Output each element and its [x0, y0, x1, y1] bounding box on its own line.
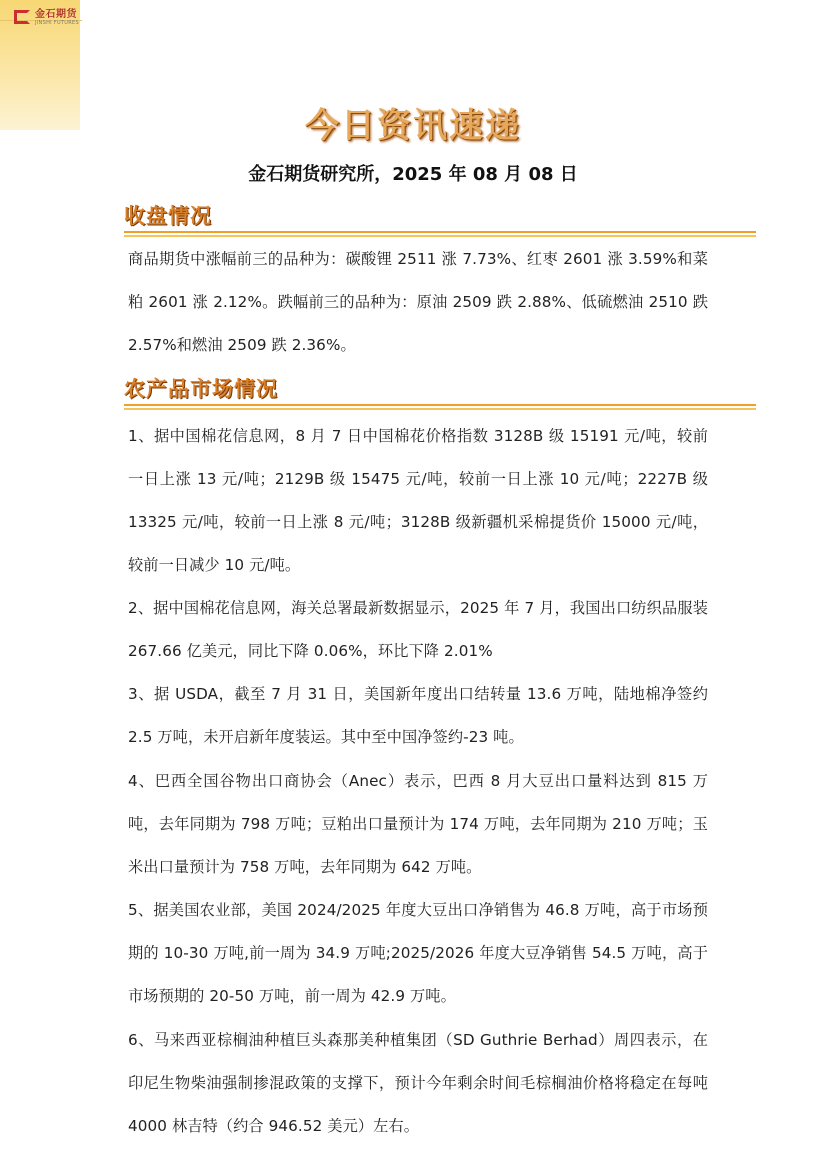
logo-name: 金石期货 [35, 9, 77, 20]
news-item-4: 4、巴西全国谷物出口商协会（Anec）表示，巴西 8 月大豆出口量料达到 815 万吨，去年同期为 798 万吨；豆粕出口量预计为 174 万吨，去年同期为 210 万吨；玉米出口量预计为 758 万吨，去年同期为 642 万吨。 [128, 772, 708, 876]
news-item-3: 3、据 USDA，截至 7 月 31 日，美国新年度出口结转量 13.6 万吨，陆地棉净签约 2.5 万吨，未开启新年度装运。其中至中国净签约-23 吨。 [128, 685, 708, 746]
section-divider [124, 408, 756, 410]
section-heading-label: 农产品市场情况 [124, 377, 278, 401]
paragraph: 商品期货中涨幅前三的品种为：碳酸锂 2511 涨 7.73%、红枣 2601 涨 3.59%和菜粕 2601 涨 2.12%。跌幅前三的品种为：原油 2509 跌 2.88%、低硫燃油 2510 跌 2.57%和燃油 2509 跌 2.36%。 [128, 250, 708, 354]
company-logo [14, 8, 79, 28]
section-divider [124, 404, 756, 406]
news-item-1: 1、据中国棉花信息网，8 月 7 日中国棉花价格指数 3128B 级 15191 元/吨，较前一日上涨 13 元/吨；2129B 级 15475 元/吨，较前一日上涨 10 元/吨；2227B 级 13325 元/吨，较前一日上涨 8 元/吨；3128B 级新疆机采棉提货价 15000 元/吨，较前一日减少 10 元/吨。 [128, 427, 708, 574]
news-item-2: 2、据中国棉花信息网，海关总署最新数据显示，2025 年 7 月，我国出口纺织品服装 267.66 亿美元，同比下降 0.06%，环比下降 2.01% [128, 599, 708, 660]
page-subtitle: 金石期货研究所，2025 年 08 月 08 日 [248, 164, 578, 185]
logo-mark-icon [14, 10, 32, 26]
news-item-6: 6、马来西亚棕榈油种植巨头森那美种植集团（SD Guthrie Berhad）周四表示，在印尼生物柴油强制掺混政策的支撑下，预计今年剩余时间毛棕榈油价格将稳定在每吨 4000 林吉特（约合 946.52 美元）左右。 [128, 1031, 708, 1135]
logo-tagline: JINSHI FUTURES [35, 20, 79, 26]
section-heading-label: 收盘情况 [124, 204, 212, 228]
section-divider [124, 235, 756, 237]
section-heading-closing [124, 202, 756, 232]
section-divider [124, 231, 756, 233]
news-item-5: 5、据美国农业部，美国 2024/2025 年度大豆出口净销售为 46.8 万吨，高于市场预期的 10-30 万吨,前一周为 34.9 万吨;2025/2026 年度大豆净销售 54.5 万吨，高于市场预期的 20-50 万吨，前一周为 42.9 万吨。 [128, 901, 708, 1005]
page-title: 今日资讯速递 [305, 106, 521, 146]
section-heading-agri [124, 375, 756, 405]
